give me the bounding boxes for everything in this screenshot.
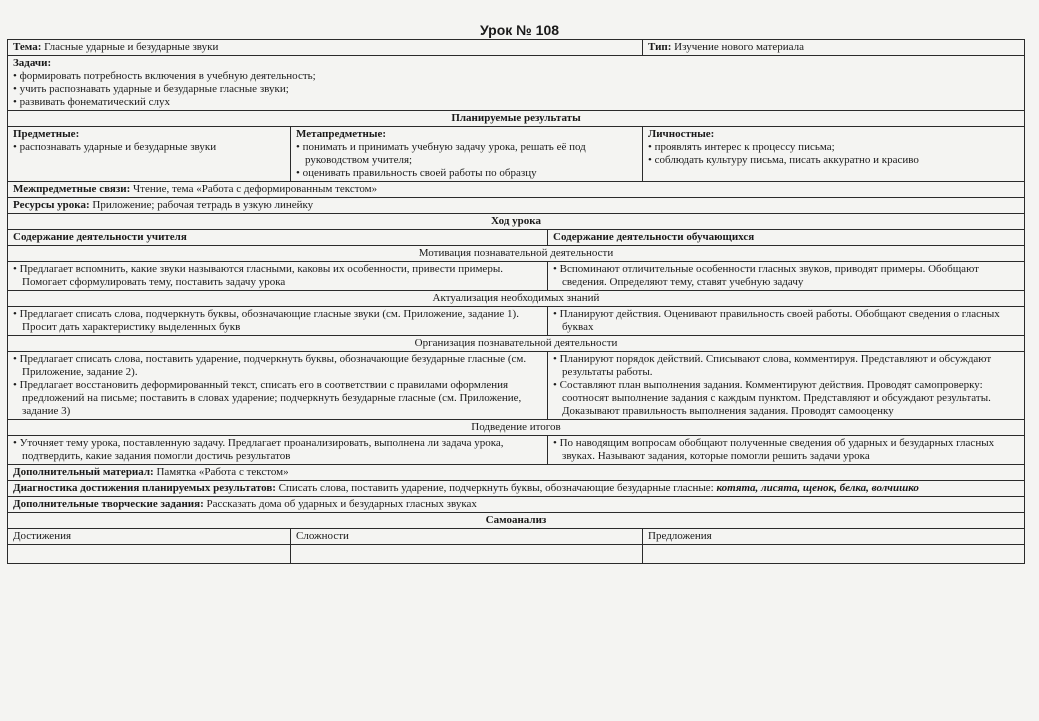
interdisciplinary-row (8, 182, 1025, 198)
personal-result-item: • проявлять интерес к процессу письма; (648, 141, 1019, 154)
student-activity-cell (548, 262, 1025, 291)
teacher-activity: • Уточняет тему урока, поставленную задачу. Предлагает проанализировать, выполнена ли задача урока, подтвердить, какие задания помогли достичь результатов (13, 437, 542, 463)
diagnostics-label: Диагностика достижения планируемых результатов: (13, 482, 276, 494)
tasks-label: Задачи: (13, 57, 52, 69)
teacher-column-header: Содержание деятельности учителя (8, 230, 548, 246)
difficulties-cell (291, 545, 643, 564)
personal-result-item: • соблюдать культуру письма, писать аккуратно и красиво (648, 154, 1019, 167)
stage-row (8, 436, 1025, 465)
lesson-title: Урок № 108 (479, 22, 560, 38)
topic-row (8, 40, 1025, 56)
teacher-activity: • Предлагает вспомнить, какие звуки называются гласными, каковы их особенности, привести примеры. Помогает сформулировать тему, поставить задачу урока (13, 263, 542, 289)
personal-results-label: Личностные: (648, 128, 715, 140)
topic-cell (8, 40, 643, 56)
stage-name-row (8, 246, 1025, 262)
type-label: Тип: (648, 41, 672, 53)
type-value: Изучение нового материала (674, 41, 804, 53)
planned-results-row (8, 127, 1025, 182)
additional-material-value: Памятка «Работа с текстом» (156, 466, 289, 478)
student-activity-cell (548, 307, 1025, 336)
student-column-header: Содержание деятельности обучающихся (548, 230, 1025, 246)
teacher-activity-cell (8, 352, 548, 420)
lesson-flow-heading: Ход урока (8, 214, 1025, 230)
lesson-flow-header-row (8, 230, 1025, 246)
teacher-activity: • Предлагает восстановить деформированный текст, списать его в соответствии с правилами оформления предложений на письме; поставить в словах ударение; подчеркнуть безударные гласные (см. Приложение, задание 3) (13, 379, 542, 418)
stage-name-row (8, 291, 1025, 307)
interdisciplinary-value: Чтение, тема «Работа с деформированным текстом» (133, 183, 378, 195)
stage-name: Подведение итогов (8, 420, 1025, 436)
student-activity: • Вспоминают отличительные особенности гласных звуков, приводят примеры. Обобщают сведения. Определяют тему, ставят учебную задачу (553, 263, 1019, 289)
tasks-cell (8, 56, 1025, 111)
student-activity-cell (548, 436, 1025, 465)
teacher-activity-cell (8, 307, 548, 336)
additional-material-row (8, 465, 1025, 481)
creative-cell (8, 497, 1025, 513)
stage-name: Актуализация необходимых знаний (8, 291, 1025, 307)
subject-results-label: Предметные: (13, 128, 80, 140)
interdisciplinary-cell (8, 182, 1025, 198)
interdisciplinary-label: Межпредметные связи: (13, 183, 131, 195)
difficulties-header: Сложности (291, 529, 643, 545)
self-analysis-heading-row (8, 513, 1025, 529)
creative-label: Дополнительные творческие задания: (13, 498, 204, 510)
stage-name-row (8, 420, 1025, 436)
creative-row (8, 497, 1025, 513)
stage-row (8, 307, 1025, 336)
diagnostics-cell (8, 481, 1025, 497)
achievements-cell (8, 545, 291, 564)
diagnostics-words: котята, лисята, щенок, белка, волчишко (716, 482, 919, 494)
stage-name: Организация познавательной деятельности (8, 336, 1025, 352)
subject-results-cell (8, 127, 291, 182)
self-analysis-empty-row (8, 545, 1025, 564)
task-item: • развивать фонематический слух (13, 96, 1019, 109)
stage-name-row (8, 336, 1025, 352)
stage-row (8, 352, 1025, 420)
self-analysis-header-row (8, 529, 1025, 545)
achievements-header: Достижения (8, 529, 291, 545)
student-activity: • Планируют порядок действий. Списывают слова, комментируя. Представляют и обсуждают результаты работы. (553, 353, 1019, 379)
teacher-activity: • Предлагает списать слова, подчеркнуть буквы, обозначающие гласные звуки (см. Приложение, задание 1). Просит дать характеристику выделенных букв (13, 308, 542, 334)
creative-value: Рассказать дома об ударных и безударных гласных звуках (206, 498, 477, 510)
topic-label: Тема: (13, 41, 42, 53)
self-analysis-heading: Самоанализ (8, 513, 1025, 529)
resources-value: Приложение; рабочая тетрадь в узкую линейку (92, 199, 314, 211)
meta-result-item: • понимать и принимать учебную задачу урока, решать её под руководством учителя; (296, 141, 637, 167)
personal-results-cell (643, 127, 1025, 182)
additional-material-label: Дополнительный материал: (13, 466, 154, 478)
task-item: • формировать потребность включения в учебную деятельность; (13, 70, 1019, 83)
resources-row (8, 198, 1025, 214)
planned-results-heading: Планируемые результаты (8, 111, 1025, 127)
task-item: • учить распознавать ударные и безударные гласные звуки; (13, 83, 1019, 96)
topic-value: Гласные ударные и безударные звуки (44, 41, 219, 53)
suggestions-cell (643, 545, 1025, 564)
tasks-row (8, 56, 1025, 111)
lesson-plan-table (7, 39, 1025, 564)
suggestions-header: Предложения (643, 529, 1025, 545)
diagnostics-row (8, 481, 1025, 497)
subject-result-item: • распознавать ударные и безударные звуки (13, 141, 285, 154)
student-activity: • По наводящим вопросам обобщают полученные сведения об ударных и безударных гласных звуках. Называют задания, которые помогли решить задачи урока (553, 437, 1019, 463)
planned-results-heading-row (8, 111, 1025, 127)
meta-results-label: Метапредметные: (296, 128, 387, 140)
student-activity: • Составляют план выполнения задания. Комментируют действия. Проводят самопроверку: соотносят выполнение задания с каждым пунктом. Представляют и обсуждают результаты. Доказывают правильность выполнения задания. Проводят самооценку (553, 379, 1019, 418)
teacher-activity: • Предлагает списать слова, поставить ударение, подчеркнуть буквы, обозначающие безударные гласные (см. Приложение, задание 2). (13, 353, 542, 379)
resources-label: Ресурсы урока: (13, 199, 90, 211)
teacher-activity-cell (8, 436, 548, 465)
type-cell (643, 40, 1025, 56)
additional-material-cell (8, 465, 1025, 481)
resources-cell (8, 198, 1025, 214)
lesson-flow-heading-row (8, 214, 1025, 230)
meta-results-cell (291, 127, 643, 182)
stage-row (8, 262, 1025, 291)
student-activity: • Планируют действия. Оценивают правильность своей работы. Обобщают сведения о гласных буквах (553, 308, 1019, 334)
meta-result-item: • оценивать правильность своей работы по образцу (296, 167, 637, 180)
stage-name: Мотивация познавательной деятельности (8, 246, 1025, 262)
diagnostics-value: Списать слова, поставить ударение, подчеркнуть буквы, обозначающие безударные гласные: (278, 482, 714, 494)
student-activity-cell (548, 352, 1025, 420)
teacher-activity-cell (8, 262, 548, 291)
